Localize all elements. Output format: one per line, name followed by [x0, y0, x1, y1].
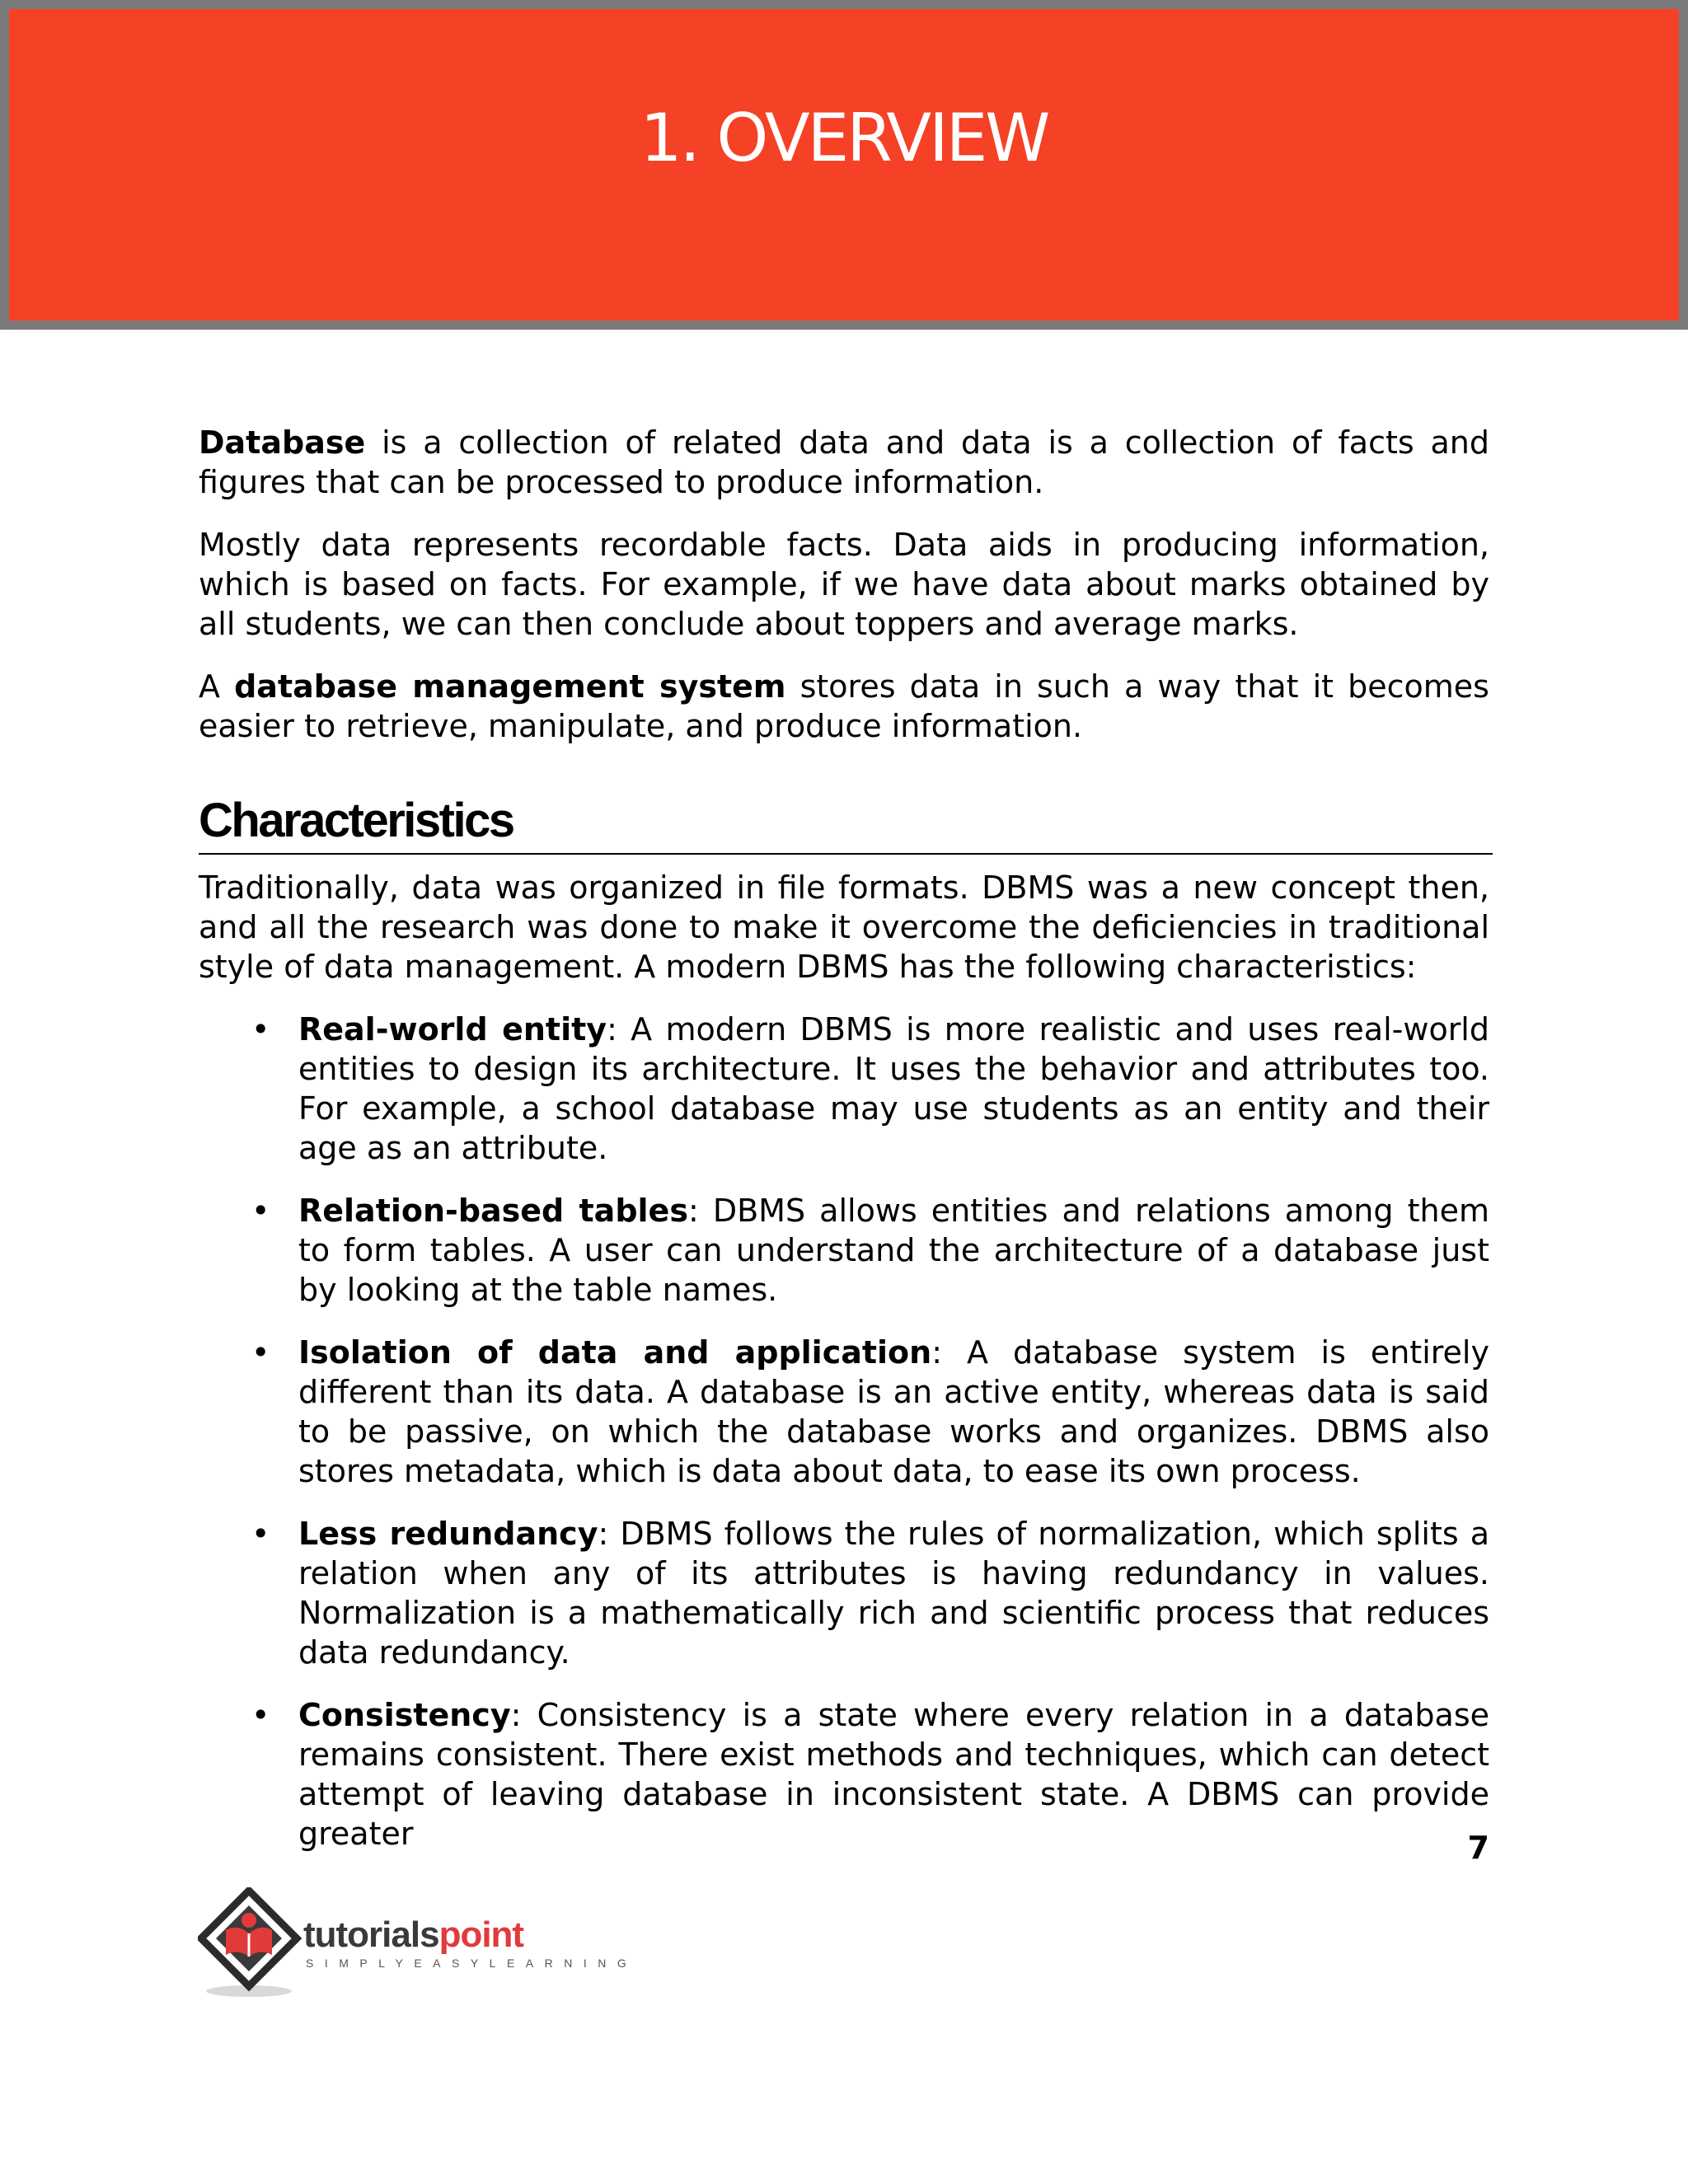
- term-dbms: database management system: [234, 668, 786, 705]
- intro-paragraph-1: [199, 423, 1489, 502]
- list-item-text: : A database system is entirely different than its data. A database is an active entity, whereas data is said to be passive, on which the database works and organizes. DBMS also stores metadata, which is data about data, to ease its own process.: [298, 1334, 1489, 1489]
- list-item-term: Isolation of data and application: [298, 1334, 932, 1371]
- chapter-title: 1. OVERVIEW: [640, 100, 1048, 176]
- intro-paragraph-1-text: is a collection of related data and data is a collection of facts and figures that can be processed to produce information.: [199, 424, 1489, 500]
- bullet-icon: •: [251, 1193, 270, 1229]
- list-item-text: : DBMS follows the rules of normalization, which splits a relation when any of its attributes is having redundancy in values. Normalization is a mathematically rich and scientific process that reduces data redundancy.: [298, 1516, 1489, 1671]
- list-item: [199, 1514, 1489, 1672]
- list-item-text: : DBMS allows entities and relations among them to form tables. A user can understand the architecture of a database just by looking at the table names.: [298, 1193, 1489, 1308]
- chapter-banner: [0, 0, 1688, 330]
- list-item: [199, 1695, 1489, 1854]
- list-item: [199, 1333, 1489, 1491]
- intro-paragraph-2: Mostly data represents recordable facts. Data aids in producing information, which is based on facts. For example, if we have data about marks obtained by all students, we can then conclude about toppers and average marks.: [199, 527, 1489, 642]
- logo-tagline: SIMPLYEASYLEARNING: [306, 1957, 638, 1970]
- section-heading-characteristics: Characteristics: [199, 794, 1493, 855]
- page-content: [199, 423, 1489, 1877]
- list-item-text: : Consistency is a state where every relation in a database remains consistent. There exist methods and techniques, which can detect attempt of leaving database in inconsistent state. A DBMS can provide greater: [298, 1697, 1489, 1852]
- list-item-text: : A modern DBMS is more realistic and uses real-world entities to design its architecture. It uses the behavior and attributes too. For example, a school database may use students as an entity and their age as an attribute.: [298, 1011, 1489, 1166]
- intro-paragraph-3-text: stores data in such a way that it becomes easier to retrieve, manipulate, and produce information.: [199, 668, 1489, 744]
- chapter-banner-fill: [9, 9, 1679, 321]
- logo-word-tutorials: tutorials: [303, 1915, 439, 1955]
- list-item: [199, 1010, 1489, 1168]
- intro-paragraph-3: [199, 667, 1489, 746]
- characteristics-intro: Traditionally, data was organized in file formats. DBMS was a new concept then, and all the research was done to make it overcome the deficiencies in traditional style of data management. A modern DBMS has the following characteristics:: [199, 869, 1489, 985]
- tutorialspoint-logo: [198, 1887, 638, 2003]
- intro-paragraph-3-prefix: A: [199, 668, 235, 705]
- logo-word-point: point: [438, 1915, 524, 1955]
- bullet-icon: •: [251, 1011, 270, 1047]
- term-database: Database: [199, 424, 366, 461]
- list-item-term: Relation-based tables: [298, 1193, 688, 1229]
- logo-wordmark: [303, 1917, 523, 1953]
- bullet-icon: •: [251, 1516, 270, 1552]
- characteristics-list: [199, 1010, 1489, 1854]
- list-item-term: Consistency: [298, 1697, 511, 1733]
- page-number: 7: [1467, 1830, 1489, 1866]
- bullet-icon: •: [251, 1697, 270, 1733]
- list-item-term: Less redundancy: [298, 1516, 598, 1552]
- list-item: [199, 1191, 1489, 1310]
- list-item-term: Real-world entity: [298, 1011, 607, 1047]
- bullet-icon: •: [251, 1334, 270, 1371]
- logo-emblem-icon: [198, 1887, 305, 2003]
